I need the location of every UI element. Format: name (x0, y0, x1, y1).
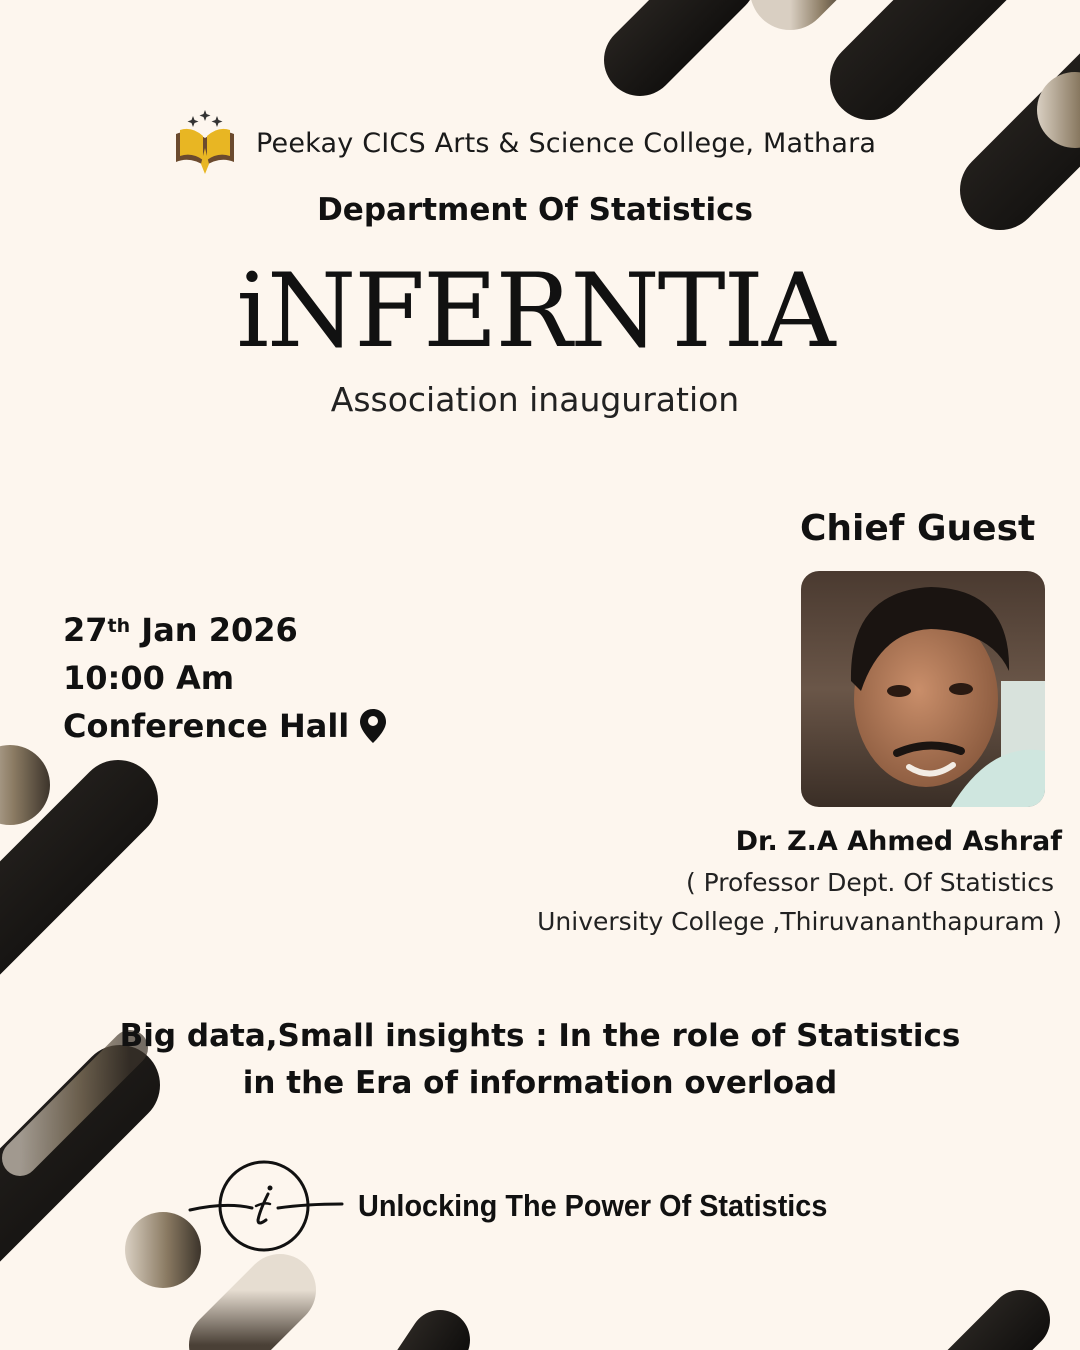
event-title: iNFERNTIA (236, 252, 834, 371)
event-details (63, 606, 387, 750)
event-theme (0, 1013, 1080, 1107)
event-venue: Conference Hall (63, 707, 350, 745)
theme-line-1: Big data,Small insights : In the role of Statistics (119, 1018, 961, 1054)
college-header (170, 108, 876, 178)
event-date-rest: Jan 2026 (130, 611, 298, 649)
event-day: 27 (63, 611, 108, 649)
college-name: Peekay CICS Arts & Science College, Mathara (256, 127, 877, 159)
map-pin-icon (359, 708, 387, 744)
open-book-logo-icon (170, 108, 240, 178)
event-subtitle: Association inauguration (330, 380, 740, 419)
chief-guest-heading: Chief Guest (800, 508, 1036, 549)
department-name: Department Of Statistics (317, 192, 753, 228)
event-date (63, 606, 387, 654)
tagline: Unlocking The Power Of Statistics (358, 1188, 828, 1223)
circle-i-logo-icon (186, 1158, 346, 1254)
event-venue-line (63, 702, 387, 750)
footer (186, 1158, 863, 1254)
guest-portrait (801, 571, 1045, 807)
event-day-suffix: th (107, 615, 131, 637)
guest-institution: University College ,Thiruvananthapuram ) (537, 907, 1062, 936)
theme-line-2: in the Era of information overload (242, 1065, 838, 1101)
guest-name: Dr. Z.A Ahmed Ashraf (735, 826, 1062, 857)
event-time: 10:00 Am (63, 659, 235, 697)
guest-role: ( Professor Dept. Of Statistics (685, 868, 1054, 897)
